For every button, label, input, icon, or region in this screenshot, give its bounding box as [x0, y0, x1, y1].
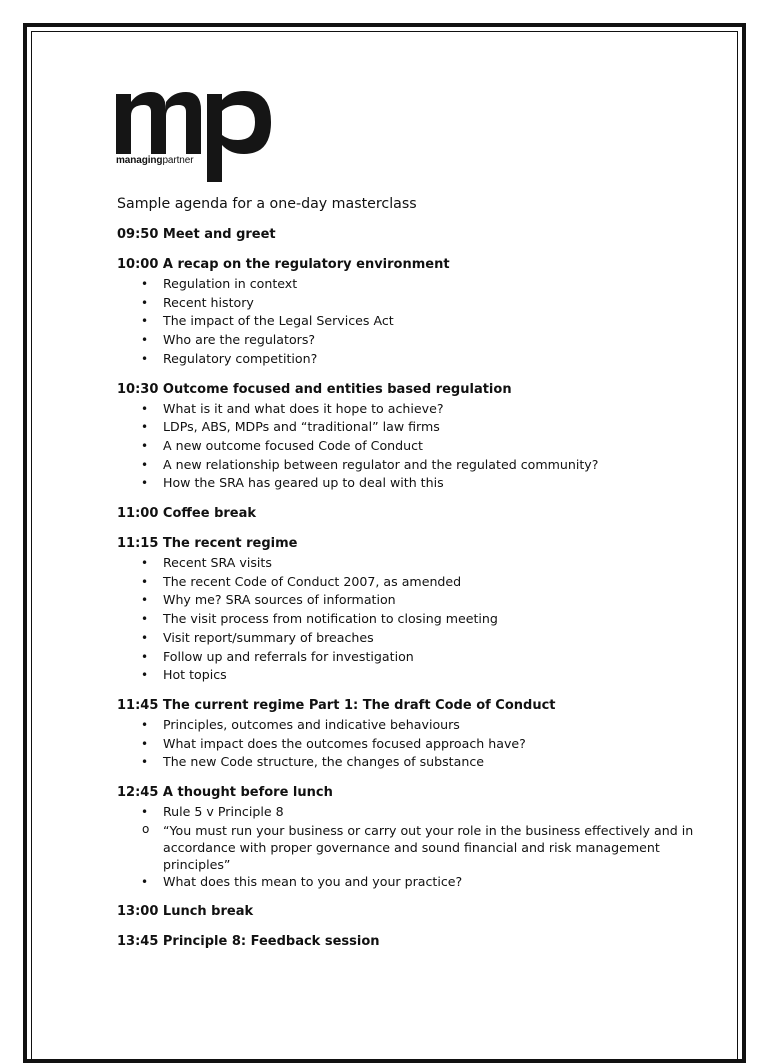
agenda-item: • Recent history [117, 294, 697, 313]
agenda-heading: 10:30 Outcome focused and entities based regulation [117, 381, 512, 397]
agenda-item: • The recent Code of Conduct 2007, as amended [117, 573, 697, 592]
agenda-item: • The new Code structure, the changes of substance [117, 753, 697, 772]
agenda-sub-item: o “You must run your business or carry out your role in the business effectively and in accordance with proper governance and sound financial and risk management principles” [117, 822, 697, 873]
agenda-section [117, 903, 697, 921]
managing-partner-logo [116, 88, 276, 183]
agenda-item: • A new outcome focused Code of Conduct [117, 437, 697, 456]
page-title: Sample agenda for a one-day masterclass [117, 196, 417, 212]
agenda-item: • The impact of the Legal Services Act [117, 312, 697, 331]
agenda-item: • What is it and what does it hope to achieve? [117, 400, 697, 419]
agenda-section [117, 933, 697, 951]
agenda-item: • What does this mean to you and your practice? [117, 873, 697, 892]
agenda-heading: 13:00 Lunch break [117, 904, 254, 920]
agenda-content [117, 194, 697, 963]
mp-logo-mark-icon [116, 88, 276, 183]
agenda-heading: 11:45 The current regime Part 1: The draft Code of Conduct [117, 697, 556, 713]
agenda-item: • How the SRA has geared up to deal with this [117, 474, 697, 493]
agenda-heading: 11:00 Coffee break [117, 506, 257, 522]
agenda-heading: 11:15 The recent regime [117, 536, 298, 552]
agenda-item-list [117, 275, 697, 369]
agenda-heading: 13:45 Principle 8: Feedback session [117, 934, 380, 950]
agenda-item: • Rule 5 v Principle 8 [117, 803, 697, 822]
agenda-item: • Recent SRA visits [117, 554, 697, 573]
logo-wordmark: managingpartner [116, 155, 194, 166]
agenda-item: • Who are the regulators? [117, 331, 697, 350]
agenda-item: • The visit process from notification to closing meeting [117, 610, 697, 629]
agenda-section [117, 535, 697, 685]
agenda-section [117, 381, 697, 494]
agenda-section [117, 505, 697, 523]
agenda-section [117, 697, 697, 772]
agenda-item: • Regulatory competition? [117, 350, 697, 369]
agenda-item-list [117, 400, 697, 494]
agenda-item: • Principles, outcomes and indicative behaviours [117, 716, 697, 735]
agenda-heading: 12:45 A thought before lunch [117, 785, 333, 801]
agenda-heading: 10:00 A recap on the regulatory environment [117, 257, 450, 272]
agenda-heading: 09:50 Meet and greet [117, 227, 276, 242]
agenda-item: • Regulation in context [117, 275, 697, 294]
agenda-sections [117, 226, 697, 951]
agenda-item-list [117, 803, 697, 891]
agenda-item-list [117, 716, 697, 772]
agenda-section [117, 256, 697, 369]
agenda-sub-list [117, 822, 697, 873]
agenda-section [117, 226, 697, 244]
agenda-item: • Follow up and referrals for investigation [117, 648, 697, 667]
agenda-item: • Why me? SRA sources of information [117, 591, 697, 610]
agenda-item: • Visit report/summary of breaches [117, 629, 697, 648]
agenda-item: • Hot topics [117, 666, 697, 685]
agenda-item: • A new relationship between regulator and the regulated community? [117, 456, 697, 475]
agenda-item: • LDPs, ABS, MDPs and “traditional” law firms [117, 418, 697, 437]
agenda-item-list [117, 554, 697, 685]
agenda-section [117, 784, 697, 891]
agenda-item: • What impact does the outcomes focused approach have? [117, 735, 697, 754]
